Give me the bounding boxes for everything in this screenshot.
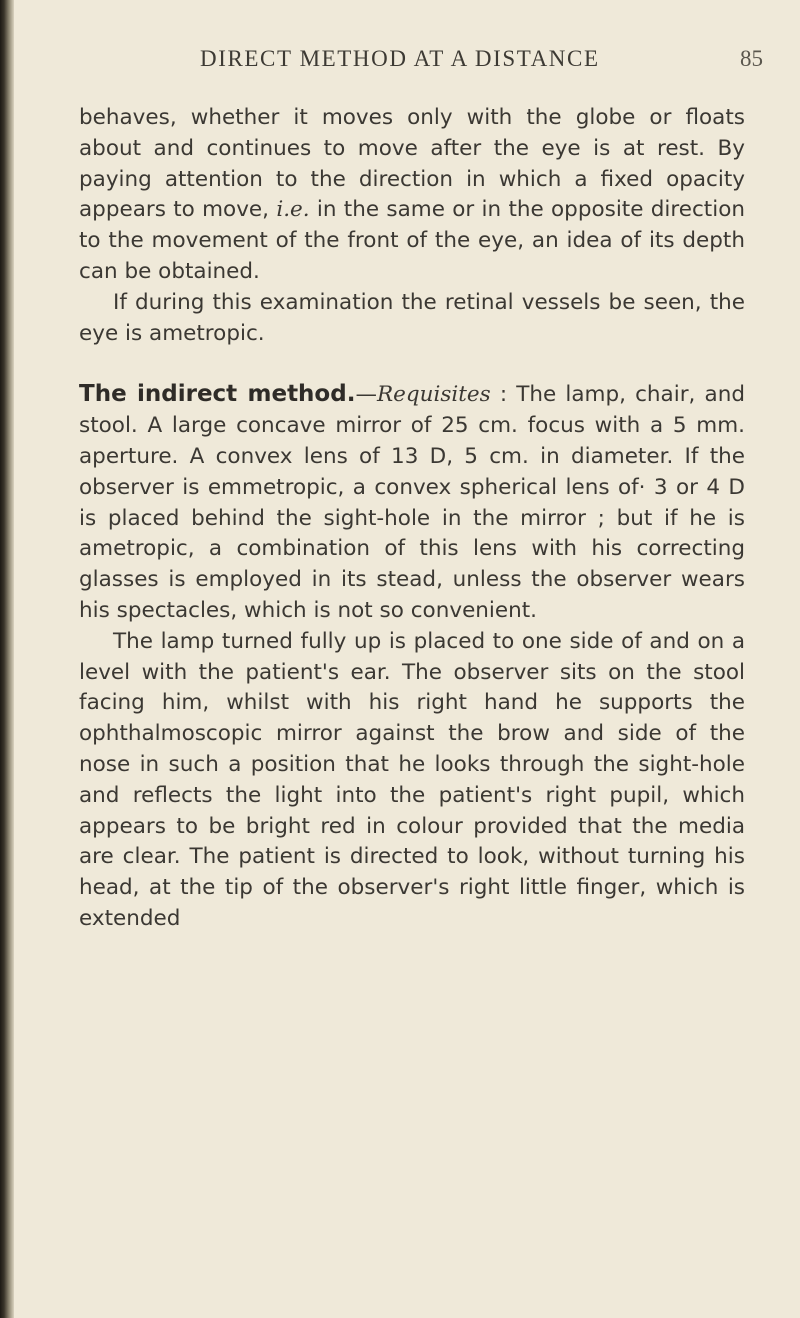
book-spine-shadow <box>0 0 14 1318</box>
paragraph-1-continued: in the same or in the opposite direction to the movement of the front of the eye, an idea of its depth can be obtained. <box>79 197 745 284</box>
page-number: 85 <box>740 46 763 71</box>
paragraph-1-text: behaves, whether it moves only with the globe or floats about and continues to move after the eye is at rest. By paying attention to the direction in which a fixed opacity appears to move, <box>79 105 745 223</box>
paragraph-3-text: The lamp, chair, and stool. A large concave mirror of 25 cm. focus with a 5 mm. aperture. A convex lens of 13 D, 5 cm. in diameter. If the observer is emmetropic, a convex spherical lens of· 3 or 4 D is placed behind the sight-hole in the mirror ; but if he is ametropic, a combination of this lens with his correcting glasses is employed in its stead, unless the observer wears his spectacles, which is not so convenient. <box>79 382 745 623</box>
requisites-subheading: Requisites <box>376 382 491 408</box>
section-heading: The indirect method. <box>79 381 356 408</box>
heading-colon: : <box>490 382 517 408</box>
paragraph-2: If during this examination the retinal vessels be seen, the eye is ametropic. <box>79 289 745 346</box>
paragraph-1 <box>79 103 745 288</box>
body-text <box>79 103 745 935</box>
heading-dash: — <box>355 382 377 408</box>
ie-abbreviation: i.e. <box>276 197 310 223</box>
paragraph-4: The lamp turned fully up is placed to one side of and on a level with the patient's ear. The observer sits on the stool facing him, whilst with his right hand he supports the ophthalmoscopic mirror against the brow and side of the nose in such a position that he looks through the sight-hole and reflects the light into the patient's right pupil, which appears to be bright red in colour provided that the media are clear. The patient is directed to look, without turning his head, at the tip of the observer's right little finger, which is extended <box>79 628 745 931</box>
paragraph-spacer <box>79 349 745 379</box>
running-header: DIRECT METHOD AT A DISTANCE <box>200 46 600 71</box>
paragraph-3 <box>79 379 745 626</box>
